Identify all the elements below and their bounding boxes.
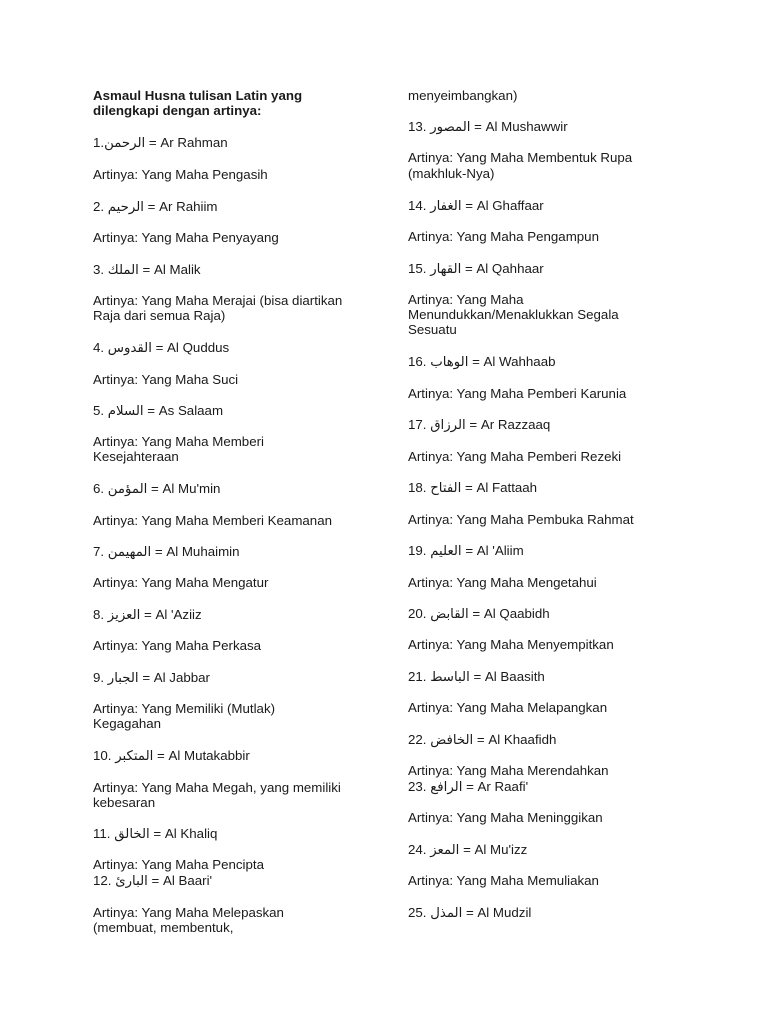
text-line: 9. الجبار = Al Jabbar xyxy=(93,670,210,685)
text-line: Artinya: Yang Maha Penyayang xyxy=(93,230,279,245)
text-line: 13. المصور = Al Mushawwir xyxy=(408,119,568,134)
text-line: Artinya: Yang Maha Perkasa xyxy=(93,638,262,653)
text-line: Artinya: Yang Maha Pengasih xyxy=(93,167,268,182)
text-line: 1.الرحمن = Ar Rahman xyxy=(93,135,228,150)
text-line: Artinya: Yang Maha Pembuka Rahmat xyxy=(408,512,634,527)
text-line: Raja dari semua Raja) xyxy=(93,308,226,323)
document-title-line: dilengkapi dengan artinya: xyxy=(93,103,262,118)
text-line: Artinya: Yang Maha Melapangkan xyxy=(408,700,608,715)
text-line: Artinya: Yang Maha Megah, yang memiliki xyxy=(93,780,341,795)
text-line: 23. الرافع = Ar Raafi' xyxy=(408,779,529,794)
text-line: 16. الوهاب = Al Wahhaab xyxy=(408,354,556,369)
text-line: 18. الفتاح = Al Fattaah xyxy=(408,480,538,495)
text-line: (membuat, membentuk, xyxy=(93,920,234,935)
text-line: Menundukkan/Menaklukkan Segala xyxy=(408,307,619,322)
text-line: 14. الغفار = Al Ghaffaar xyxy=(408,198,544,213)
text-line: 10. المتكبر = Al Mutakabbir xyxy=(93,748,250,763)
text-line: 24. المعز = Al Mu'izz xyxy=(408,842,528,857)
text-line: 25. المذل = Al Mudzil xyxy=(408,905,532,920)
text-line: Artinya: Yang Maha Memberi Keamanan xyxy=(93,513,332,528)
text-line: 12. البارئ = Al Baari' xyxy=(93,873,213,888)
text-line: Artinya: Yang Maha Pencipta xyxy=(93,857,264,872)
text-line: 19. العليم = Al 'Aliim xyxy=(408,543,524,558)
text-line: Artinya: Yang Maha xyxy=(408,292,524,307)
text-line: 11. الخالق = Al Khaliq xyxy=(93,826,218,841)
text-line: kebesaran xyxy=(93,795,156,810)
text-line: 6. المؤمن = Al Mu'min xyxy=(93,481,221,496)
text-line: menyeimbangkan) xyxy=(408,88,518,103)
document-title-line: Asmaul Husna tulisan Latin yang xyxy=(93,88,303,103)
text-line: 15. القهار = Al Qahhaar xyxy=(408,261,544,276)
text-line: 4. القدوس = Al Quddus xyxy=(93,340,230,355)
text-line: 8. العزيز = Al 'Aziiz xyxy=(93,607,202,622)
text-line: 5. السلام = As Salaam xyxy=(93,403,224,418)
text-line: Kegagahan xyxy=(93,716,162,731)
text-line: 2. الرحيم = Ar Rahiim xyxy=(93,199,218,214)
text-line: Kesejahteraan xyxy=(93,449,179,464)
text-line: Artinya: Yang Maha Menyempitkan xyxy=(408,637,614,652)
text-line: 20. القابض = Al Qaabidh xyxy=(408,606,550,621)
text-line: Artinya: Yang Maha Memberi xyxy=(93,434,264,449)
text-line: Sesuatu xyxy=(408,322,457,337)
text-line: (makhluk-Nya) xyxy=(408,166,495,181)
text-line: Artinya: Yang Maha Suci xyxy=(93,372,239,387)
text-line: Artinya: Yang Maha Pengampun xyxy=(408,229,599,244)
text-line: Artinya: Yang Maha Melepaskan xyxy=(93,905,284,920)
text-line: Artinya: Yang Maha Memuliakan xyxy=(408,873,599,888)
text-line: 21. الباسط = Al Baasith xyxy=(408,669,545,684)
text-line: Artinya: Yang Maha Pemberi Karunia xyxy=(408,386,627,401)
text-line: Artinya: Yang Memiliki (Mutlak) xyxy=(93,701,276,716)
text-line: 3. الملك = Al Malik xyxy=(93,262,201,277)
text-line: Artinya: Yang Maha Merendahkan xyxy=(408,763,609,778)
text-line: 22. الخافض = Al Khaafidh xyxy=(408,732,557,747)
text-line: 7. المهيمن = Al Muhaimin xyxy=(93,544,240,559)
text-line: Artinya: Yang Maha Mengatur xyxy=(93,575,269,590)
text-line: Artinya: Yang Maha Membentuk Rupa xyxy=(408,150,633,165)
text-line: Artinya: Yang Maha Mengetahui xyxy=(408,575,597,590)
text-line: Artinya: Yang Maha Pemberi Rezeki xyxy=(408,449,622,464)
text-line: 17. الرزاق = Ar Razzaaq xyxy=(408,417,551,432)
text-line: Artinya: Yang Maha Merajai (bisa diartikan xyxy=(93,293,343,308)
text-line: Artinya: Yang Maha Meninggikan xyxy=(408,810,603,825)
